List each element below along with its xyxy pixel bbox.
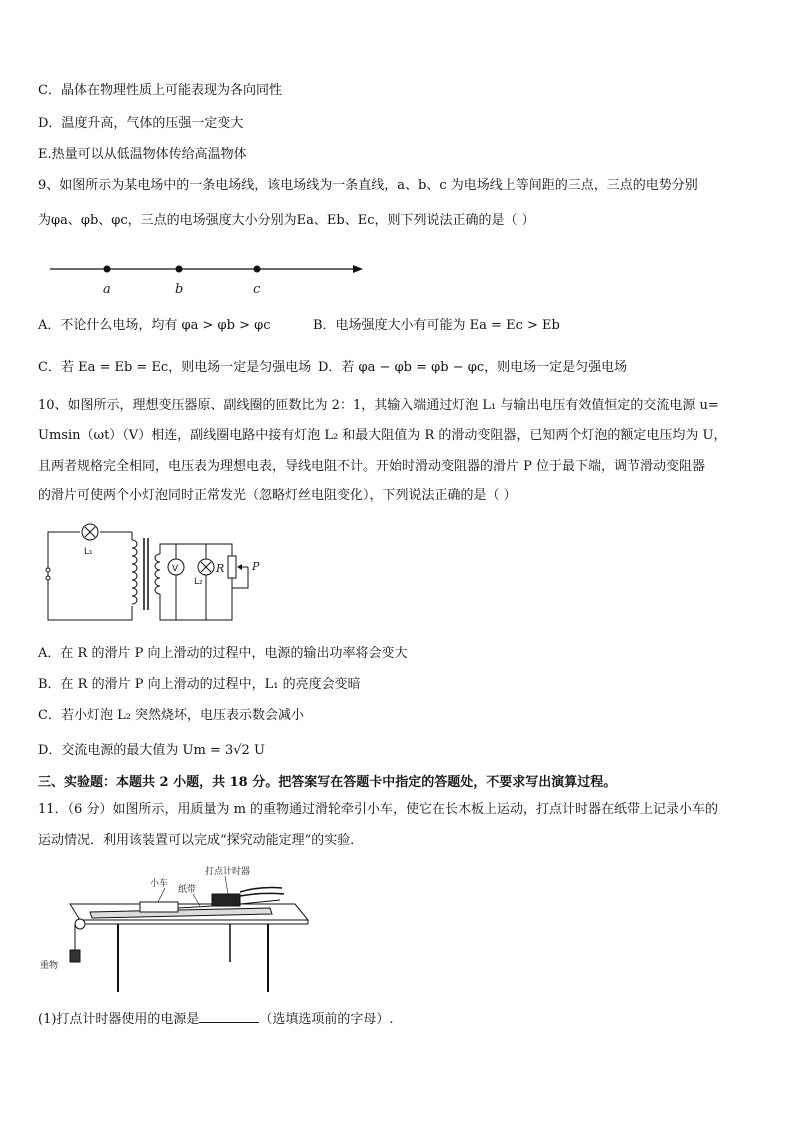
label-car: 小车 (150, 879, 169, 889)
transformer-circuit-diagram (40, 518, 270, 628)
rheostat (228, 556, 236, 578)
q11-sub1-text: (1)打点计时器使用的电源是 (38, 1012, 200, 1027)
field-line-diagram (45, 258, 385, 298)
cart (140, 902, 178, 912)
ac-source-terminal-top (46, 568, 50, 572)
point-b (176, 266, 183, 273)
label-l2: L₂ (194, 577, 203, 587)
label-weight: 重物 (40, 961, 59, 971)
q10-option-d: D．交流电源的最大值为 Um = 3√2 U (38, 743, 265, 758)
label-b: b (175, 282, 184, 297)
ac-source-terminal-bottom (46, 576, 50, 580)
section-3-heading: 三、实验题：本题共 2 小题，共 18 分。把答案写在答题卡中指定的答题处，不要求写出演算过程。 (38, 775, 617, 790)
pulley-icon (75, 919, 85, 929)
label-c: c (253, 282, 261, 297)
q9-option-a: A．不论什么电场，均有 φa > φb > φc (38, 318, 271, 333)
q8-option-c: C．晶体在物理性质上可能表现为各向同性 (38, 83, 282, 98)
q11-stem-line2: 运动情况．利用该装置可以完成“探究动能定理”的实验． (38, 833, 364, 848)
q10-option-a: A．在 R 的滑片 P 向上滑动的过程中，电源的输出功率将会变大 (38, 646, 408, 661)
label-a: a (103, 282, 111, 297)
q9-option-c: C．若 Ea = Eb = Ec，则电场一定是匀强电场 (38, 360, 312, 375)
cart-experiment-diagram (40, 862, 310, 992)
label-l1: L₁ (84, 547, 93, 557)
q10-option-c: C．若小灯泡 L₂ 突然烧坏，电压表示数会减小 (38, 708, 305, 723)
timer-device (212, 894, 240, 906)
q9-option-b: B．电场强度大小有可能为 Ea = Ec > Eb (313, 318, 560, 333)
point-c (254, 266, 261, 273)
weight-block (70, 950, 80, 962)
primary-coil (132, 540, 137, 604)
answer-blank[interactable] (199, 1010, 259, 1023)
q8-option-d: D．温度升高，气体的压强一定变大 (38, 116, 244, 131)
label-r: R (216, 562, 225, 575)
label-tape: 纸带 (178, 885, 197, 895)
q9-stem-line1: 9、如图所示为某电场中的一条电场线，该电场线为一条直线，a、b、c 为电场线上等间距的三点，三点的电势分别 (38, 178, 698, 193)
q10-stem-line1: 10、如图所示，理想变压器原、副线圈的匝数比为 2：1，其输入端通过灯泡 L₁ 与输出电压有效值恒定的交流电源 u= (38, 398, 719, 413)
q11-stem-line1: 11．（6 分）如图所示，用质量为 m 的重物通过滑轮牵引小车，使它在长木板上运动，打点计时器在纸带上记录小车的 (38, 802, 719, 817)
slider-p-arrow (237, 564, 242, 570)
q10-option-b: B．在 R 的滑片 P 向上滑动的过程中，L₁ 的亮度会变暗 (38, 677, 361, 692)
q9-option-d: D．若 φa − φb = φb − φc，则电场一定是匀强电场 (318, 360, 628, 375)
label-p: P (252, 560, 260, 573)
label-timer: 打点计时器 (205, 867, 251, 877)
q10-stem-line2: Umsin（ωt）（V）相连，副线圈电路中接有灯泡 L₂ 和最大阻值为 R 的滑动变阻器，已知两个灯泡的额定电压均为 U， (38, 428, 727, 443)
q9-stem-line2: 为φa、φb、φc，三点的电场强度大小分别为Ea、Eb、Ec，则下列说法正确的是（ ） (38, 213, 535, 228)
q8-option-e: E.热量可以从低温物体传给高温物体 (38, 147, 247, 162)
q10-stem-line3: 且两者规格完全相同，电压表为理想电表，导线电阻不计。开始时滑动变阻器的滑片 P 位于最下端，调节滑动变阻器 (38, 459, 706, 474)
q11-sub1-suffix: （选填选项前的字母）. (259, 1012, 394, 1027)
point-a (104, 266, 111, 273)
q10-stem-line4: 的滑片可使两个小灯泡同时正常发光（忽略灯丝电阻变化），下列说法正确的是（ ） (38, 488, 517, 503)
secondary-coil (155, 554, 160, 594)
label-v: V (172, 564, 179, 574)
q11-sub1 (38, 1010, 394, 1029)
